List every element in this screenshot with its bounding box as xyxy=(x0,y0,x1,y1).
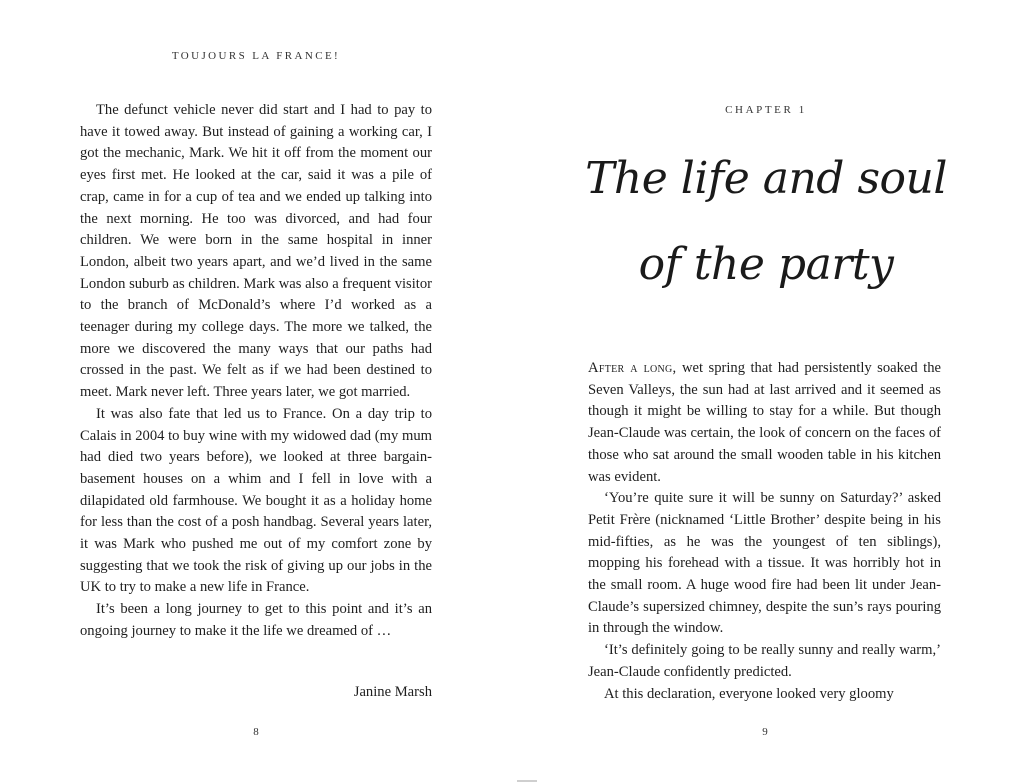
author-signature: Janine Marsh xyxy=(353,684,432,700)
paragraph: ‘It’s definitely going to be really sunny and really warm,’ Jean-Claude confidently predicted. xyxy=(588,642,941,680)
paragraph: ‘You’re quite sure it will be sunny on Saturday?’ asked Petit Frère (nicknamed ‘Little Brother’ despite being in his mid-fifties, as he was the youngest of ten siblings), mopping his forehead with a tissue. It was horribly hot in the small room. A huge wood fire had been lit under Jean-Claude’s supersized chimney, despite the sun’s rays pouring in through the window. xyxy=(588,490,941,637)
chapter-label: CHAPTER 1 xyxy=(725,104,807,116)
paragraph: It was also fate that led us to France. On a day trip to Calais in 2004 to buy wine with my widowed dad (my mum had died two years before), we looked at three bargain-basement houses on a whim and I fell in love with a dilapidated old farmhouse. We bought it as a holiday home for less than the cost of a posh handbag. Several years later, it was Mark who pushed me out of my comfort zone by suggesting that we took the risk of giving up our jobs in the UK to try to make a new life in France. xyxy=(80,405,432,596)
opening-paragraph xyxy=(588,358,941,488)
opening-smallcaps: After a long, xyxy=(588,360,677,376)
chapter-title-line-1: The life and soul xyxy=(585,153,947,204)
right-body-text xyxy=(588,358,941,705)
spine-divider xyxy=(517,780,537,782)
running-head: TOUJOURS LA FRANCE! xyxy=(171,50,341,62)
page-number-right: 9 xyxy=(762,726,768,738)
opening-text: wet spring that had persistently soaked the Seven Valleys, the sun had at last arrived and it seemed as though it might be willing to stay for a while. But though Jean-Claude was certain, the look of concern on the faces of those who sat around the small wooden table in his kitchen was evident. xyxy=(588,360,942,485)
left-body-text xyxy=(80,100,432,643)
chapter-title-line-2: of the party xyxy=(638,239,894,290)
paragraph: At this declaration, everyone looked very gloomy xyxy=(604,685,894,702)
chapter-title xyxy=(570,136,962,308)
page-number-left: 8 xyxy=(253,726,259,738)
paragraph: The defunct vehicle never did start and I had to pay to have it towed away. But instead of gaining a working car, I got the mechanic, Mark. We hit it off from the moment our eyes first met. He looked at the car, said it was a pile of crap, came in for a cup of tea and we ended up talking into the next morning. He too was divorced, and had four children. We were born in the same hospital in inner London, albeit two years apart, and we’d lived in the same London suburb as children. Mark was also a frequent visitor to the branch of McDonald’s where I’d worked as a teenager during my college days. The more we talked, the more we discovered the many ways that our paths had crossed in the past. We felt as if we had been destined to meet. Mark never left. Three years later, we got married. xyxy=(80,102,432,401)
right-page xyxy=(510,0,1020,783)
paragraph: It’s been a long journey to get to this point and it’s an ongoing journey to make it the life we dreamed of … xyxy=(80,601,432,639)
